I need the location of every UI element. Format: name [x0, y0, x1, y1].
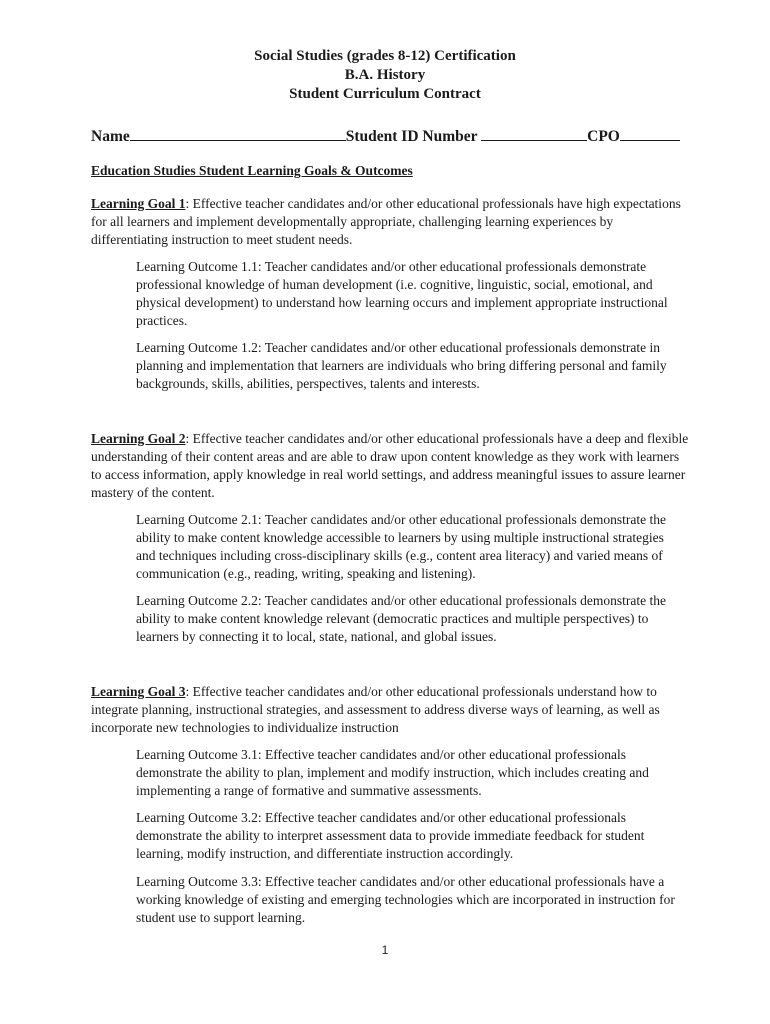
learning-goal-3: [91, 683, 691, 737]
title-line-3: Student Curriculum Contract: [289, 86, 481, 102]
page-number: 1: [381, 943, 389, 957]
document-title: [0, 47, 770, 104]
learning-outcome-3-3: Learning Outcome 3.3: Effective teacher candidates and/or other educational professionals have a working knowledge of existing and emerging technologies which are incorporated in instruction for student use to support learning.: [136, 874, 675, 925]
learning-outcome-3-1: Learning Outcome 3.1: Effective teacher candidates and/or other educational professionals demonstrate the ability to plan, implement and modify instruction, which includes creating and implementing a range of formative and summative assessments.: [136, 747, 649, 798]
learning-outcome-2-2: Learning Outcome 2.2: Teacher candidates and/or other educational professionals demonstrate the ability to make content knowledge relevant (democratic practices and multiple perspectives) to learners by connecting it to local, state, national, and global issues.: [136, 593, 666, 644]
goal-text: : Effective teacher candidates and/or other educational professionals have high expectations for all learners and implement developmentally appropriate, challenging learning experiences by differentiating instruction to meet student needs.: [91, 196, 681, 247]
name-blank[interactable]: [130, 126, 346, 141]
goal-text: : Effective teacher candidates and/or other educational professionals have a deep and flexible understanding of their content areas and are able to draw upon content knowledge as they work with learners to access information, apply knowledge in real world settings, and address meaningful issues to assure learner mastery of the content.: [91, 431, 689, 500]
cpo-blank[interactable]: [620, 126, 680, 141]
learning-goal-1: [91, 195, 691, 249]
student-id-blank[interactable]: [481, 126, 587, 141]
goal-label: Learning Goal 3: [91, 684, 186, 699]
title-line-2: B.A. History: [344, 67, 426, 83]
goal-label: Learning Goal 1: [91, 196, 186, 211]
goal-text: : Effective teacher candidates and/or other educational professionals understand how to integrate planning, instructional strategies, and assessment to address diverse ways of learning, as well as incorporate new technologies to individualize instruction: [91, 684, 660, 735]
learning-goal-2: [91, 430, 691, 502]
student-id-label: Student ID Number: [345, 128, 478, 145]
learning-outcome-1-2: Learning Outcome 1.2: Teacher candidates and/or other educational professionals demonstrate in planning and implementation that learners are individuals who bring differing personal and family backgrounds, skills, abilities, perspectives, talents and interests.: [136, 340, 667, 391]
name-label: Name: [91, 128, 130, 145]
learning-outcome-3-2: Learning Outcome 3.2: Effective teacher candidates and/or other educational professionals demonstrate the ability to interpret assessment data to provide immediate feedback for student learning, modify instruction, and differentiate instruction accordingly.: [136, 810, 645, 861]
student-info-row: [91, 126, 680, 147]
title-line-1: Social Studies (grades 8-12) Certification: [254, 48, 516, 64]
section-heading: Education Studies Student Learning Goals & Outcomes: [91, 163, 413, 178]
learning-outcome-1-1: Learning Outcome 1.1: Teacher candidates and/or other educational professionals demonstrate professional knowledge of human development (i.e. cognitive, linguistic, social, emotional, and physical development) to understand how learning occurs and implement appropriate instructional practices.: [136, 259, 668, 328]
learning-outcome-2-1: Learning Outcome 2.1: Teacher candidates and/or other educational professionals demonstrate the ability to make content knowledge accessible to learners by using multiple instructional strategies and techniques including cross-disciplinary skills (e.g., content area literacy) and varied means of communication (e.g., reading, writing, speaking and listening).: [136, 512, 666, 581]
goal-label: Learning Goal 2: [91, 431, 186, 446]
cpo-label: CPO: [587, 128, 620, 145]
